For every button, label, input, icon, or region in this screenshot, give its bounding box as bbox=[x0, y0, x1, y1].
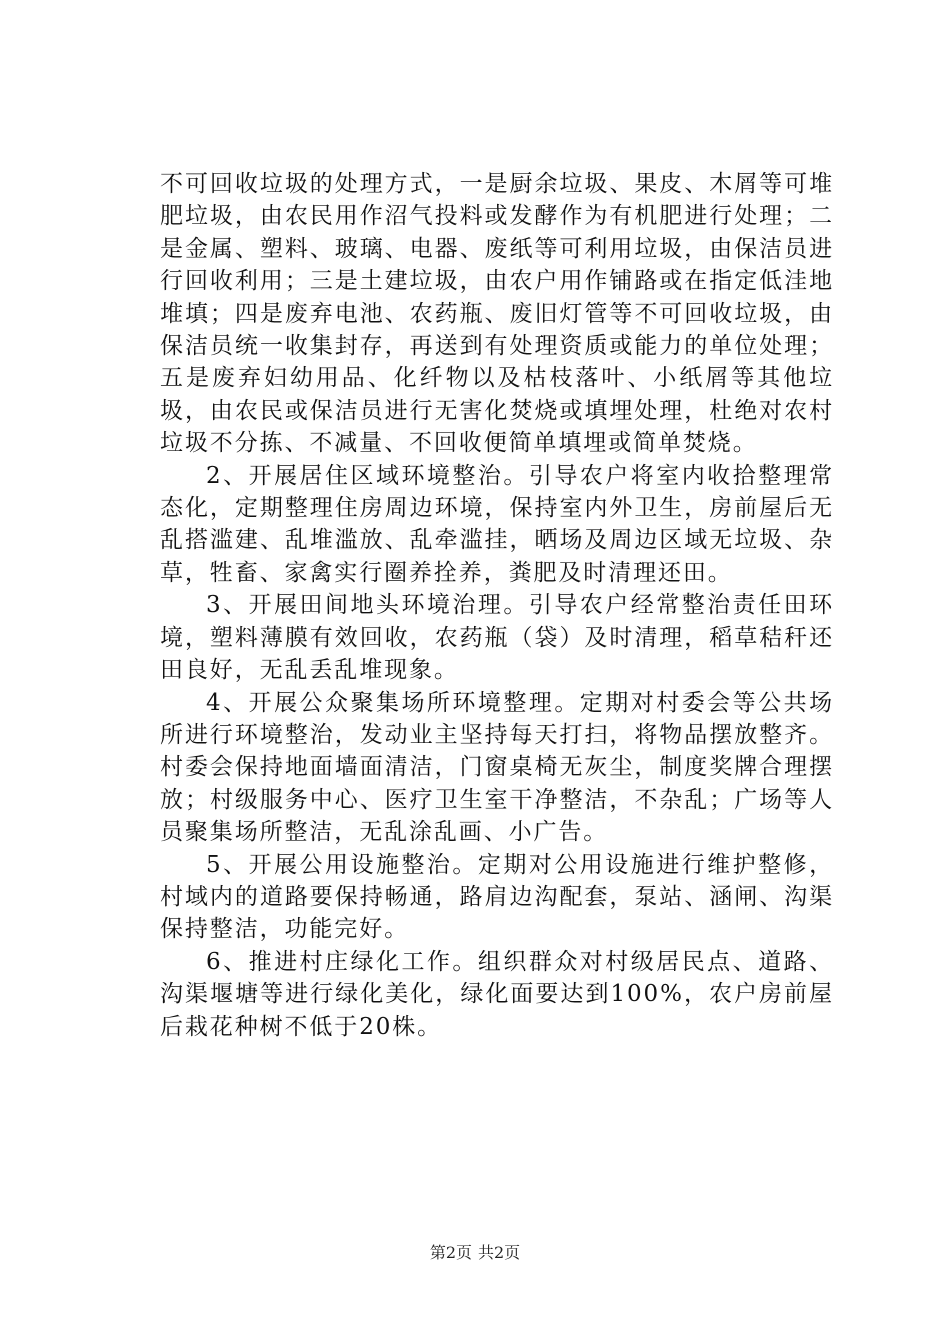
paragraph-farmland: 3、开展田间地头环境治理。引导农户经常整治责任田环境，塑料薄膜有效回收，农药瓶（袋）及时清理，稻草秸秆还田良好，无乱丢乱堆现象。 bbox=[160, 592, 834, 684]
page-footer bbox=[0, 1242, 950, 1264]
paragraph-public-places: 4、开展公众聚集场所环境整理。定期对村委会等公共场所进行环境整治，发动业主坚持每天打扫，将物品摆放整齐。村委会保持地面墙面清洁，门窗桌椅无灰尘，制度奖牌合理摆放；村级服务中心、医疗卫生室干净整洁，不杂乱；广场等人员聚集场所整洁，无乱涂乱画、小广告。 bbox=[160, 689, 834, 846]
page-number: 第2页 bbox=[429, 1243, 472, 1262]
paragraph-waste-disposal: 不可回收垃圾的处理方式，一是厨余垃圾、果皮、木屑等可堆肥垃圾，由农民用作沼气投料或发酵作为有机肥进行处理；二是金属、塑料、玻璃、电器、废纸等可利用垃圾，由保洁员进行回收利用；三是土建垃圾，由农户用作铺路或在指定低洼地堆填；四是废弃电池、农药瓶、废旧灯管等不可回收垃圾，由保洁员统一收集封存，再送到有处理资质或能力的单位处理；五是废弃妇幼用品、化纤物以及枯枝落叶、小纸屑等其他垃圾，由农民或保洁员进行无害化焚烧或填埋处理，杜绝对农村垃圾不分拣、不减量、不回收便简单填埋或简单焚烧。 bbox=[160, 171, 834, 457]
paragraph-public-facilities: 5、开展公用设施整治。定期对公用设施进行维护整修，村域内的道路要保持畅通，路肩边沟配套，泵站、涵闸、沟渠保持整洁，功能完好。 bbox=[160, 851, 834, 943]
document-body bbox=[160, 168, 834, 1043]
paragraph-greening: 6、推进村庄绿化工作。组织群众对村级居民点、道路、沟渠堰塘等进行绿化美化，绿化面要达到100%，农户房前屋后栽花种树不低于20株。 bbox=[160, 948, 834, 1040]
paragraph-residential-area: 2、开展居住区域环境整治。引导农户将室内收拾整理常态化，定期整理住房周边环境，保持室内外卫生，房前屋后无乱搭滥建、乱堆滥放、乱牵滥挂，晒场及周边区域无垃圾、杂草，牲畜、家禽实行圈养拴养，粪肥及时清理还田。 bbox=[160, 462, 834, 586]
page-total: 共2页 bbox=[478, 1243, 521, 1262]
